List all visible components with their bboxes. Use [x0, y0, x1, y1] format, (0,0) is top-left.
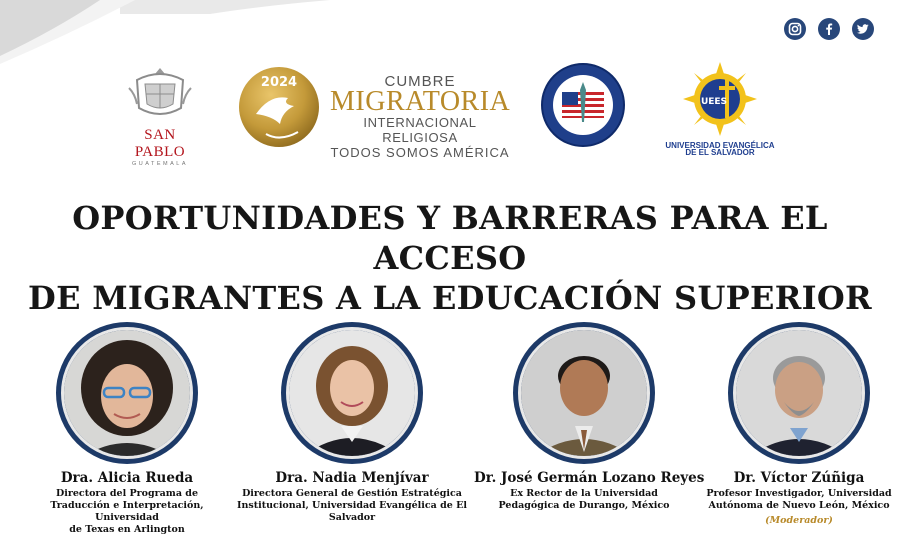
partner-logos — [0, 58, 900, 167]
usp-subtitle: GUATEMALA — [131, 161, 188, 167]
event-title-line1: OPORTUNIDADES Y BARRERAS PARA EL ACCESO — [72, 199, 828, 277]
speaker-role-line: Directora del Programa de — [56, 488, 198, 499]
usp-name: SAN PABLO — [134, 127, 186, 160]
speaker-photo-frame — [281, 322, 423, 464]
cumbre-year: 2024 — [260, 75, 298, 90]
speaker-role-line: Institucional, Universidad Evangélica de El Salvador — [237, 500, 467, 523]
speaker-card — [232, 322, 472, 524]
uees-logo — [658, 60, 782, 157]
speaker-photo-frame — [728, 322, 870, 464]
speaker-photo-frame — [513, 322, 655, 464]
cumbre-line1: CUMBRE — [384, 73, 456, 90]
cumbre-line4: TODOS SOMOS AMÉRICA — [330, 145, 510, 160]
speaker-role — [232, 488, 472, 524]
uees-mark: UEES — [700, 97, 728, 107]
speaker-card — [704, 322, 894, 526]
cumbre-wordmark — [330, 74, 510, 160]
speaker-card — [22, 322, 232, 536]
speaker-name: Dra. Alicia Rueda — [60, 470, 194, 486]
instagram-icon[interactable] — [784, 18, 806, 40]
uees-caption-2: DE EL SALVADOR — [685, 148, 755, 157]
speaker-photo-frame — [56, 322, 198, 464]
event-title — [0, 198, 900, 318]
moderator-badge: (Moderador) — [765, 515, 833, 526]
speaker-role-line: Profesor Investigador, Universidad — [706, 488, 892, 499]
speaker-photo — [286, 327, 418, 459]
cumbre-migratoria-logo — [236, 64, 511, 160]
event-title-line2: DE MIGRANTES A LA EDUCACIÓN SUPERIOR — [28, 279, 872, 317]
speaker-role-line: Directora General de Gestión Estratégica — [242, 488, 462, 499]
speaker-role-line: Autónoma de Nuevo León, México — [708, 500, 890, 511]
speaker-photo — [733, 327, 865, 459]
speaker-role — [704, 488, 894, 512]
uees-caption-1: UNIVERSIDAD EVANGÉLICA — [665, 141, 775, 150]
universidad-san-pablo-logo — [118, 64, 202, 167]
proyecto-inmigrante-seal — [540, 62, 626, 148]
uees-sun-emblem-icon — [681, 60, 759, 138]
facebook-icon[interactable] — [818, 18, 840, 40]
speaker-role-line: de Texas en Arlington — [69, 524, 185, 535]
cumbre-line3: INTERNACIONAL RELIGIOSA — [363, 115, 477, 145]
dove-emblem-icon — [236, 64, 322, 150]
speaker-name: Dr. Víctor Zúñiga — [733, 470, 865, 486]
speaker-name: Dr. José Germán Lozano Reyes — [474, 470, 705, 486]
speaker-role-line: Pedagógica de Durango, México — [498, 500, 670, 511]
speaker-card — [474, 322, 705, 512]
speaker-role — [22, 488, 232, 536]
speaker-name: Dra. Nadia Menjívar — [275, 470, 429, 486]
speaker-role — [474, 488, 694, 512]
twitter-icon[interactable] — [852, 18, 874, 40]
cumbre-line2: MIGRATORIA — [330, 86, 511, 117]
immigration-seal-icon — [540, 62, 626, 148]
speaker-role-line: Ex Rector de la Universidad — [510, 488, 658, 499]
social-links — [784, 18, 874, 40]
speaker-role-line: Traducción e Interpretación, Universidad — [50, 500, 204, 523]
usp-crest-icon — [125, 64, 195, 120]
speaker-photo — [518, 327, 650, 459]
speaker-photo — [61, 327, 193, 459]
